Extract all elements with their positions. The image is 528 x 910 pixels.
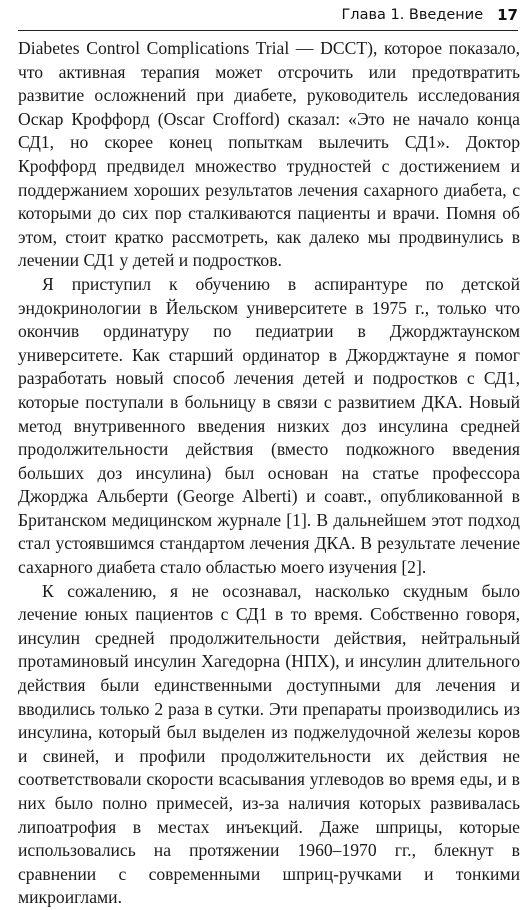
paragraph-3: К сожалению, я не осознавал, насколько скудным было лечение юных пациентов с СД1 в то время. Собственно говоря, инсулин средней продолжительности действия, нейтральный протаминовый инсулин Хагедорна (НПХ), и инсулин длительного действия были единственными доступными для лечения и вводились только 2 раза в сутки. Эти препараты производились из инсулина, который был выделен из поджелудочной железы коров и свиней, и профили продолжительности их действия не соответствовали скорости всасывания углеводов во время еды, и в них было полно примесей, из-за наличия которых развивалась липоатрофия в местах инъекций. Даже шприцы, которые использовались на протяжении 1960–1970 гг., блекнут в сравнении с современными шприц-ручками и тонкими микроиглами. — [18, 580, 520, 908]
paragraph-2: Я приступил к обучению в аспирантуре по детской эндокринологии в Йельском университете в 1975 г., только что окончив ординатуру по педиатрии в Джорджтаунском университете. Как старший ординатор в Джорджтауне я помог разработать новый способ лечения детей и подростков с СД1, которые поступали в больницу в связи с развитием ДКА. Новый метод внутривенного введения низких доз инсулина средней продолжительности действия (вместо подкожного введения больших доз инсулина) был основан на статье профессора Джорджа Альберти (George Alberti) и соавт., опубликованной в Британском медицинском журнале [1]. В дальнейшем этот подход стал устоявшимся стандартом лечения ДКА. В результате лечение сахарного диабета стало областью моего изучения [2]. — [18, 273, 520, 578]
paragraph-1: Diabetes Control Complications Trial — DCCT), которое показало, что активная терапия может отсрочить или предотвратить развитие осложнений при диабете, руководитель исследования Оскар Кроффорд (Oscar Crofford) сказал: «Это не начало конца СД1, но скорее конец попыткам вылечить СД1». Доктор Кроффорд предвидел множество трудностей с достижением и поддержанием хороших результатов лечения сахарного диабета, с которыми до сих пор сталкиваются пациенты и врачи. Помня об этом, стоит кратко рассмотреть, как далеко мы продвинулись в лечении СД1 у детей и подростков. — [18, 38, 520, 271]
body-text — [18, 37, 520, 910]
running-header — [18, 0, 518, 31]
chapter-title: Глава 1. Введение — [341, 7, 484, 23]
page-number: 17 — [497, 6, 518, 24]
